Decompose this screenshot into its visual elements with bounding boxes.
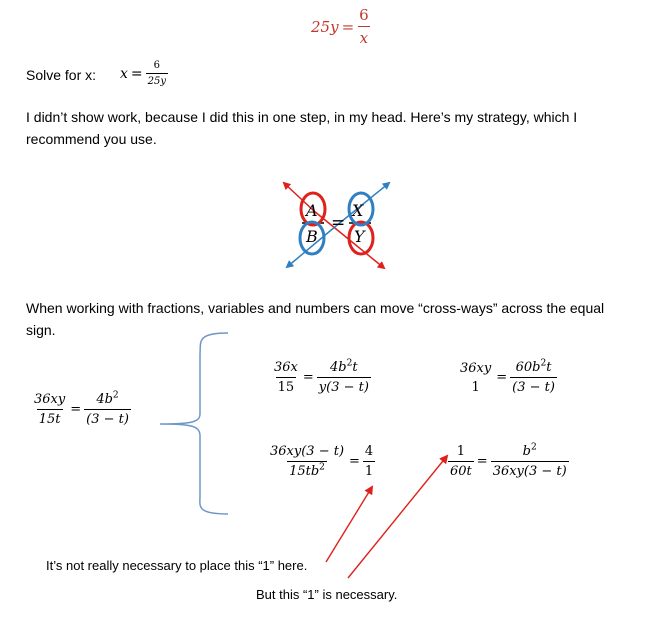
fraction-denominator: 1 bbox=[363, 461, 375, 479]
annotation-2: But this “1” is necessary. bbox=[256, 587, 398, 602]
letter-y: Y bbox=[354, 227, 365, 246]
fraction-denominator: 60t bbox=[448, 461, 474, 479]
equals-sign: = bbox=[476, 454, 488, 469]
fraction-numerator: 6 bbox=[153, 60, 161, 71]
fraction-denominator: 25y bbox=[146, 73, 168, 87]
annotation-1: It’s not really necessary to place this “1” here. bbox=[46, 558, 308, 573]
exponent: 2 bbox=[112, 390, 119, 401]
numerator-base: 4b bbox=[330, 360, 347, 375]
cross-ways-paragraph: When working with fractions, variables and numbers can move “cross-ways” across the equal sign. bbox=[26, 300, 605, 338]
annotation-arrow-2 bbox=[348, 456, 447, 578]
solve-lhs: x bbox=[120, 65, 128, 82]
fraction-denominator: (3 − t) bbox=[84, 409, 131, 427]
letter-a: A bbox=[306, 201, 318, 220]
fraction-denominator: (3 − t) bbox=[510, 377, 557, 395]
fraction-denominator: x bbox=[358, 26, 370, 47]
exponent: 2 bbox=[540, 358, 547, 369]
strategy-paragraph: I didn’t show work, because I did this in one step, in my head. Here’s my strategy, which I recommend you use. bbox=[26, 109, 578, 147]
fraction-numerator: 36xy bbox=[460, 360, 492, 376]
fraction-denominator: y(3 − t) bbox=[317, 377, 371, 395]
fraction-numerator: 36x bbox=[274, 360, 298, 375]
numerator-base: 4b bbox=[96, 392, 113, 407]
equals-sign: = bbox=[496, 370, 508, 385]
numerator-base: 60b bbox=[515, 360, 541, 375]
top-equation-lhs: 25y bbox=[311, 17, 339, 36]
numerator-base: b bbox=[522, 444, 531, 459]
denominator-base: 15tb bbox=[289, 464, 320, 479]
fraction-numerator: 1 bbox=[456, 444, 466, 459]
equals-sign: = bbox=[302, 370, 314, 385]
exponent: 2 bbox=[319, 462, 325, 473]
letter-x: X bbox=[352, 201, 364, 220]
equals-sign: = bbox=[341, 17, 355, 36]
fraction-denominator: 36xy(3 − t) bbox=[491, 461, 569, 479]
fraction-denominator: 15t bbox=[37, 409, 63, 427]
annotation-arrow-1 bbox=[326, 487, 372, 562]
fraction-denominator: 15 bbox=[276, 377, 297, 395]
fraction-numerator: 6 bbox=[359, 6, 369, 24]
fraction-numerator: 36xy bbox=[34, 392, 66, 407]
diagram-equals: = bbox=[331, 213, 346, 233]
numerator-variable: t bbox=[546, 360, 552, 375]
fraction-numerator: 36xy(3 − t) bbox=[270, 444, 345, 459]
fraction-denominator: 1 bbox=[471, 379, 480, 395]
numerator-variable: t bbox=[352, 360, 358, 375]
solve-label: Solve for x: bbox=[26, 67, 97, 83]
equals-sign: = bbox=[70, 402, 82, 417]
letter-b: B bbox=[306, 227, 318, 246]
fraction-numerator: 4 bbox=[364, 444, 374, 459]
exponent: 2 bbox=[530, 442, 537, 453]
exponent: 2 bbox=[346, 358, 353, 369]
equals-sign: = bbox=[130, 65, 143, 82]
equals-sign: = bbox=[349, 454, 360, 469]
